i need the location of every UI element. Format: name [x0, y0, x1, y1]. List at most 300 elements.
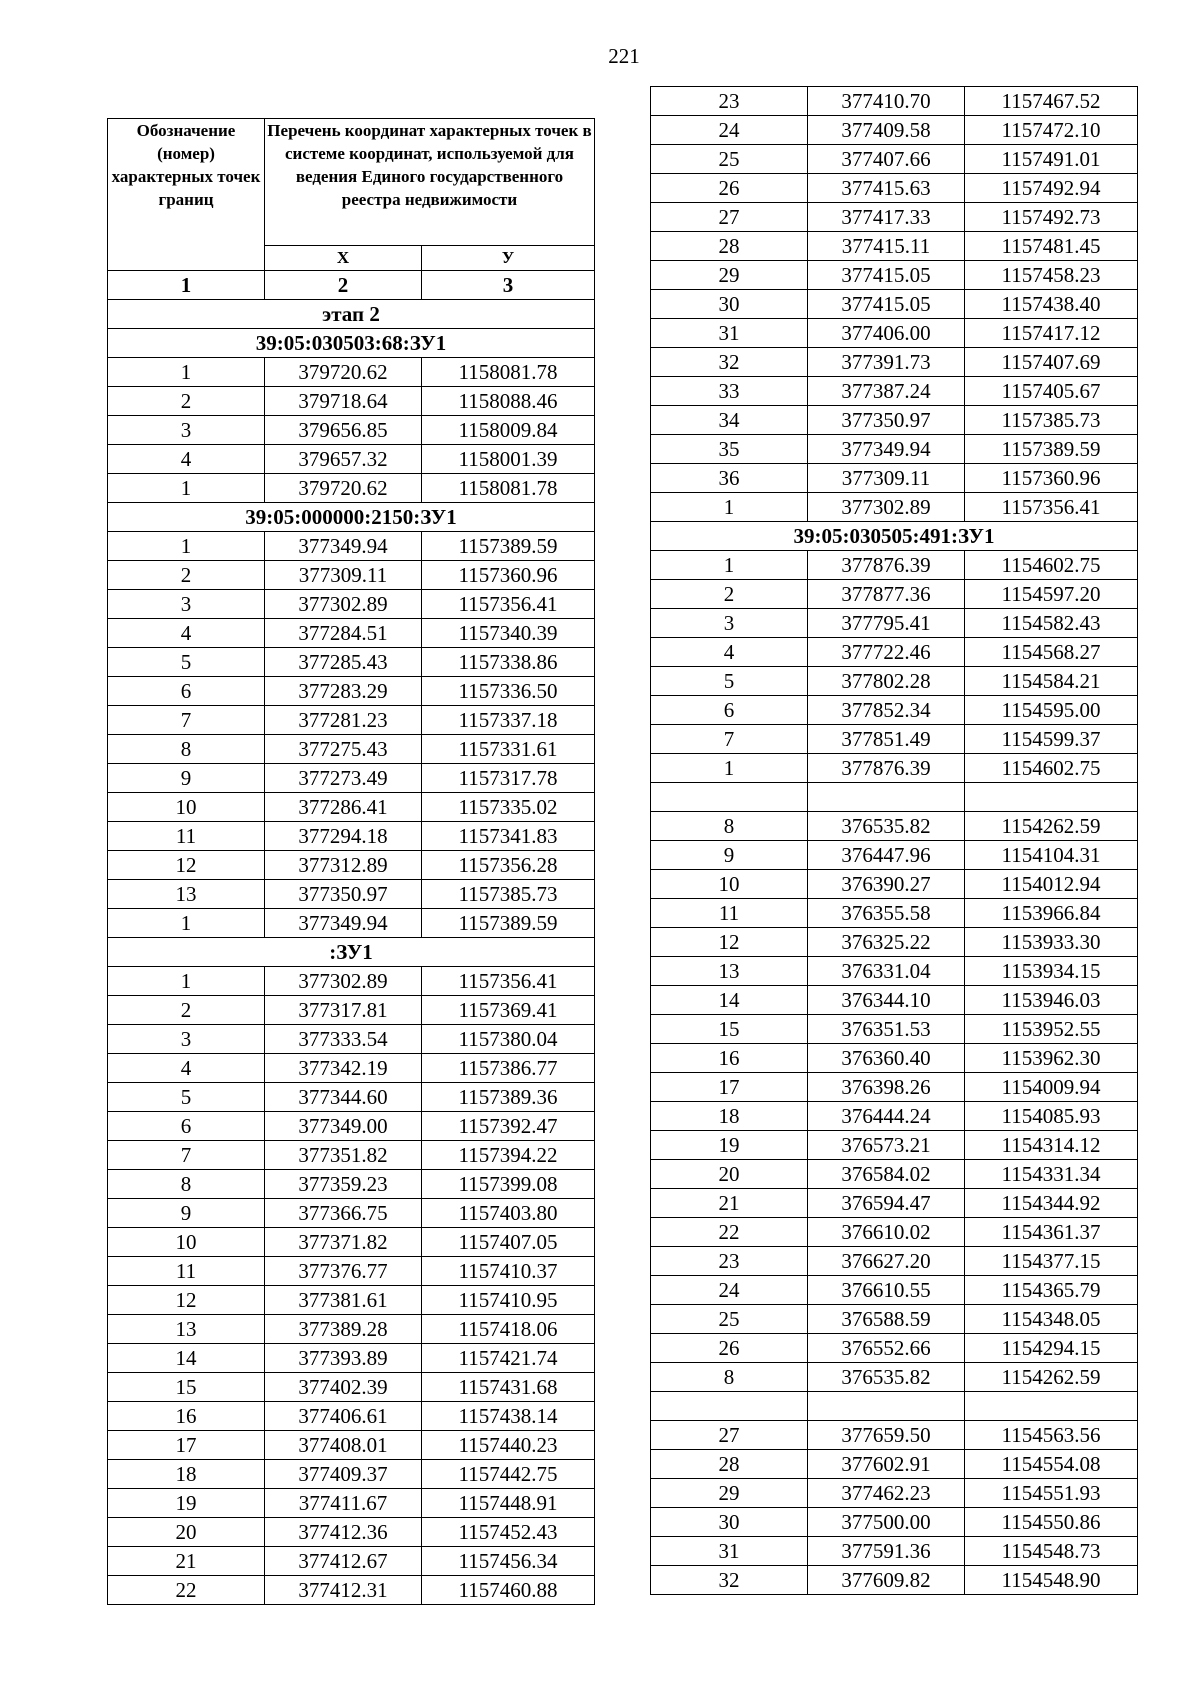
- table-row: [651, 1247, 1138, 1276]
- table-row: [651, 1131, 1138, 1160]
- table-row: [108, 967, 595, 996]
- y-coordinate-cell: 1157440.23: [422, 1431, 595, 1460]
- point-number-cell: 28: [651, 232, 808, 261]
- y-coordinate-cell: 1157458.23: [965, 261, 1138, 290]
- table-row: [108, 532, 595, 561]
- table-row: [651, 1479, 1138, 1508]
- table-row: [651, 667, 1138, 696]
- x-coordinate-cell: 377381.61: [265, 1286, 422, 1315]
- point-number-cell: 16: [108, 1402, 265, 1431]
- point-number-cell: 17: [108, 1431, 265, 1460]
- point-number-cell: 21: [651, 1189, 808, 1218]
- x-coordinate-cell: 377302.89: [265, 967, 422, 996]
- y-coordinate-cell: 1157392.47: [422, 1112, 595, 1141]
- y-coordinate-cell: 1157421.74: [422, 1344, 595, 1373]
- x-coordinate-cell: 377349.00: [265, 1112, 422, 1141]
- table-row: [651, 754, 1138, 783]
- point-number-cell: 13: [108, 880, 265, 909]
- point-number-cell: 1: [108, 909, 265, 938]
- table-row: [651, 435, 1138, 464]
- table-row: [108, 764, 595, 793]
- x-coordinate-cell: 377294.18: [265, 822, 422, 851]
- header-row: [108, 119, 595, 246]
- table-row: [108, 474, 595, 503]
- table-row: [651, 406, 1138, 435]
- table-row: [651, 870, 1138, 899]
- table-row: [108, 880, 595, 909]
- y-coordinate-cell: 1157337.18: [422, 706, 595, 735]
- x-coordinate-cell: 377302.89: [265, 590, 422, 619]
- table-row: [651, 638, 1138, 667]
- x-coordinate-cell: 377309.11: [265, 561, 422, 590]
- y-coordinate-cell: 1157481.45: [965, 232, 1138, 261]
- point-number-cell: 10: [651, 870, 808, 899]
- y-coordinate-cell: 1153933.30: [965, 928, 1138, 957]
- coordinates-table-right: [650, 86, 1138, 1595]
- y-coordinate-cell: 1157331.61: [422, 735, 595, 764]
- x-coordinate-cell: 376331.04: [808, 957, 965, 986]
- table-row: [651, 232, 1138, 261]
- y-coordinate-cell: 1154012.94: [965, 870, 1138, 899]
- point-number-cell: 11: [108, 1257, 265, 1286]
- point-number-cell: 1: [108, 532, 265, 561]
- point-number-cell: 2: [108, 996, 265, 1025]
- point-number-cell: 5: [108, 1083, 265, 1112]
- y-coordinate-cell: 1157407.05: [422, 1228, 595, 1257]
- table-row: [108, 561, 595, 590]
- x-coordinate-cell: 377402.39: [265, 1373, 422, 1402]
- table-row: [651, 1537, 1138, 1566]
- x-coordinate-cell: 377351.82: [265, 1141, 422, 1170]
- x-coordinate-cell: 379657.32: [265, 445, 422, 474]
- y-coordinate-cell: 1154550.86: [965, 1508, 1138, 1537]
- x-coordinate-cell: 379718.64: [265, 387, 422, 416]
- point-number-cell: 1: [651, 493, 808, 522]
- x-coordinate-cell: 377659.50: [808, 1421, 965, 1450]
- y-coordinate-cell: 1157405.67: [965, 377, 1138, 406]
- table-row: [651, 87, 1138, 116]
- y-coordinate-cell: 1157431.68: [422, 1373, 595, 1402]
- y-coordinate-cell: 1154085.93: [965, 1102, 1138, 1131]
- table-row: [108, 1257, 595, 1286]
- point-number-cell: 4: [108, 445, 265, 474]
- table-row: [108, 1199, 595, 1228]
- x-coordinate-cell: 377609.82: [808, 1566, 965, 1595]
- x-axis-header: Х: [265, 246, 422, 271]
- y-coordinate-cell: 1153952.55: [965, 1015, 1138, 1044]
- x-coordinate-cell: 377412.36: [265, 1518, 422, 1547]
- y-coordinate-cell: 1154262.59: [965, 812, 1138, 841]
- point-number-cell: 22: [108, 1576, 265, 1605]
- y-coordinate-cell: 1157356.41: [965, 493, 1138, 522]
- y-coordinate-cell: 1157403.80: [422, 1199, 595, 1228]
- section-label: 39:05:030503:68:ЗУ1: [108, 329, 595, 358]
- y-coordinate-cell: 1157356.41: [422, 590, 595, 619]
- point-number-cell: 8: [108, 1170, 265, 1199]
- table-row: [651, 551, 1138, 580]
- y-coordinate-cell: 1154009.94: [965, 1073, 1138, 1102]
- table-row: [651, 812, 1138, 841]
- x-coordinate-cell: 376390.27: [808, 870, 965, 899]
- table-row: [108, 1373, 595, 1402]
- x-coordinate-cell: 377415.05: [808, 290, 965, 319]
- point-number-cell: 5: [651, 667, 808, 696]
- y-coordinate-cell: 1157438.14: [422, 1402, 595, 1431]
- table-row: [108, 1460, 595, 1489]
- point-number-cell: 33: [651, 377, 808, 406]
- point-number-cell: 6: [108, 677, 265, 706]
- x-coordinate-cell: 379720.62: [265, 474, 422, 503]
- y-coordinate-cell: 1154314.12: [965, 1131, 1138, 1160]
- point-number-cell: 4: [651, 638, 808, 667]
- table-row: [108, 358, 595, 387]
- y-coordinate-cell: 1157356.28: [422, 851, 595, 880]
- y-coordinate-cell: 1154599.37: [965, 725, 1138, 754]
- x-coordinate-cell: 377349.94: [265, 909, 422, 938]
- y-coordinate-cell: 1157389.59: [422, 909, 595, 938]
- x-coordinate-cell: 377851.49: [808, 725, 965, 754]
- x-coordinate-cell: 377387.24: [808, 377, 965, 406]
- x-coordinate-cell: 376573.21: [808, 1131, 965, 1160]
- table-row: [651, 1566, 1138, 1595]
- point-number-cell: 11: [651, 899, 808, 928]
- x-coordinate-cell: 377795.41: [808, 609, 965, 638]
- table-row: [108, 445, 595, 474]
- y-coordinate-cell: 1154548.73: [965, 1537, 1138, 1566]
- table-row: [108, 1576, 595, 1605]
- point-number-cell: 4: [108, 1054, 265, 1083]
- y-coordinate-cell: 1157386.77: [422, 1054, 595, 1083]
- y-coordinate-cell: 1153946.03: [965, 986, 1138, 1015]
- section-label: :ЗУ1: [108, 938, 595, 967]
- table-row: [651, 899, 1138, 928]
- point-number-cell: 13: [651, 957, 808, 986]
- point-number-cell: 3: [651, 609, 808, 638]
- point-number-cell: 2: [108, 561, 265, 590]
- x-coordinate-cell: 377333.54: [265, 1025, 422, 1054]
- point-number-cell: 2: [651, 580, 808, 609]
- x-coordinate-cell: 377406.61: [265, 1402, 422, 1431]
- point-number-cell: 14: [108, 1344, 265, 1373]
- empty-cell: [965, 783, 1138, 812]
- y-coordinate-cell: 1157472.10: [965, 116, 1138, 145]
- y-coordinate-cell: 1157380.04: [422, 1025, 595, 1054]
- table-row: [651, 1073, 1138, 1102]
- point-number-cell: 26: [651, 1334, 808, 1363]
- y-coordinate-cell: 1157407.69: [965, 348, 1138, 377]
- x-coordinate-cell: 377284.51: [265, 619, 422, 648]
- y-coordinate-cell: 1154548.90: [965, 1566, 1138, 1595]
- y-coordinate-cell: 1158088.46: [422, 387, 595, 416]
- point-number-cell: 23: [651, 1247, 808, 1276]
- y-coordinate-cell: 1157360.96: [422, 561, 595, 590]
- table-row: [108, 619, 595, 648]
- empty-cell: [808, 1392, 965, 1421]
- point-number-cell: 7: [108, 1141, 265, 1170]
- table-row: [108, 1344, 595, 1373]
- point-number-cell: 29: [651, 1479, 808, 1508]
- point-number-cell: 8: [108, 735, 265, 764]
- x-coordinate-cell: 377371.82: [265, 1228, 422, 1257]
- table-row: [651, 319, 1138, 348]
- table-row: [651, 116, 1138, 145]
- table-row: [108, 1315, 595, 1344]
- table-row: [651, 1334, 1138, 1363]
- table-row: [651, 725, 1138, 754]
- table-row: [651, 1421, 1138, 1450]
- y-coordinate-cell: 1157317.78: [422, 764, 595, 793]
- x-coordinate-cell: 377342.19: [265, 1054, 422, 1083]
- section-label: 39:05:030505:491:ЗУ1: [651, 522, 1138, 551]
- point-number-cell: 26: [651, 174, 808, 203]
- y-coordinate-cell: 1157442.75: [422, 1460, 595, 1489]
- x-coordinate-cell: 377376.77: [265, 1257, 422, 1286]
- table-row: [651, 1450, 1138, 1479]
- x-coordinate-cell: 377393.89: [265, 1344, 422, 1373]
- table-row: [651, 145, 1138, 174]
- point-number-cell: 20: [651, 1160, 808, 1189]
- y-coordinate-cell: 1157356.41: [422, 967, 595, 996]
- x-coordinate-cell: 377407.66: [808, 145, 965, 174]
- y-coordinate-cell: 1154602.75: [965, 551, 1138, 580]
- table-row: [108, 1025, 595, 1054]
- point-number-cell: 1: [108, 358, 265, 387]
- table-row: [108, 1547, 595, 1576]
- x-coordinate-cell: 376535.82: [808, 1363, 965, 1392]
- x-coordinate-cell: 377391.73: [808, 348, 965, 377]
- table-row: [651, 841, 1138, 870]
- x-coordinate-cell: 376552.66: [808, 1334, 965, 1363]
- y-coordinate-cell: 1157448.91: [422, 1489, 595, 1518]
- x-coordinate-cell: 377591.36: [808, 1537, 965, 1566]
- table-row: [108, 677, 595, 706]
- table-row: [651, 957, 1138, 986]
- x-coordinate-cell: 376344.10: [808, 986, 965, 1015]
- table-row: [651, 1508, 1138, 1537]
- x-coordinate-cell: 377317.81: [265, 996, 422, 1025]
- y-coordinate-cell: 1154365.79: [965, 1276, 1138, 1305]
- x-coordinate-cell: 377409.58: [808, 116, 965, 145]
- table-row: [651, 290, 1138, 319]
- y-coordinate-cell: 1154597.20: [965, 580, 1138, 609]
- x-coordinate-cell: 377409.37: [265, 1460, 422, 1489]
- table-row: [651, 464, 1138, 493]
- x-coordinate-cell: 377722.46: [808, 638, 965, 667]
- y-coordinate-cell: 1158009.84: [422, 416, 595, 445]
- y-coordinate-cell: 1157410.95: [422, 1286, 595, 1315]
- x-coordinate-cell: 377359.23: [265, 1170, 422, 1199]
- section-row: [108, 329, 595, 358]
- x-coordinate-cell: 376325.22: [808, 928, 965, 957]
- y-coordinate-cell: 1157456.34: [422, 1547, 595, 1576]
- y-coordinate-cell: 1154294.15: [965, 1334, 1138, 1363]
- x-coordinate-cell: 377410.70: [808, 87, 965, 116]
- x-coordinate-cell: 377406.00: [808, 319, 965, 348]
- x-coordinate-cell: 377350.97: [265, 880, 422, 909]
- section-row: [108, 300, 595, 329]
- y-coordinate-cell: 1157452.43: [422, 1518, 595, 1547]
- table-row: [108, 648, 595, 677]
- y-coordinate-cell: 1157336.50: [422, 677, 595, 706]
- y-coordinate-cell: 1153934.15: [965, 957, 1138, 986]
- x-coordinate-cell: 376627.20: [808, 1247, 965, 1276]
- column-number-row: [108, 271, 595, 300]
- point-number-cell: 19: [651, 1131, 808, 1160]
- y-coordinate-cell: 1154331.34: [965, 1160, 1138, 1189]
- point-number-cell: 7: [108, 706, 265, 735]
- x-coordinate-cell: 379656.85: [265, 416, 422, 445]
- x-coordinate-cell: 377602.91: [808, 1450, 965, 1479]
- y-coordinate-cell: 1157340.39: [422, 619, 595, 648]
- point-number-cell: 17: [651, 1073, 808, 1102]
- x-coordinate-cell: 377500.00: [808, 1508, 965, 1537]
- point-number-cell: 9: [108, 1199, 265, 1228]
- empty-row: [651, 783, 1138, 812]
- x-coordinate-cell: 377852.34: [808, 696, 965, 725]
- point-number-cell: 23: [651, 87, 808, 116]
- point-number-cell: 7: [651, 725, 808, 754]
- table-row: [651, 1189, 1138, 1218]
- table-row: [108, 1112, 595, 1141]
- empty-cell: [965, 1392, 1138, 1421]
- y-coordinate-cell: 1157389.36: [422, 1083, 595, 1112]
- point-number-cell: 22: [651, 1218, 808, 1247]
- table-row: [108, 590, 595, 619]
- point-number-cell: 5: [108, 648, 265, 677]
- point-number-cell: 10: [108, 793, 265, 822]
- x-coordinate-cell: 377312.89: [265, 851, 422, 880]
- x-coordinate-cell: 376535.82: [808, 812, 965, 841]
- point-number-cell: 4: [108, 619, 265, 648]
- table-row: [108, 1286, 595, 1315]
- x-coordinate-cell: 376398.26: [808, 1073, 965, 1102]
- point-number-cell: 25: [651, 145, 808, 174]
- point-number-cell: 21: [108, 1547, 265, 1576]
- y-coordinate-cell: 1157394.22: [422, 1141, 595, 1170]
- point-number-cell: 1: [108, 474, 265, 503]
- x-coordinate-cell: 377415.11: [808, 232, 965, 261]
- y-coordinate-cell: 1157389.59: [965, 435, 1138, 464]
- table-row: [108, 1083, 595, 1112]
- x-coordinate-cell: 376360.40: [808, 1044, 965, 1073]
- y-coordinate-cell: 1157360.96: [965, 464, 1138, 493]
- x-coordinate-cell: 377281.23: [265, 706, 422, 735]
- point-number-cell: 6: [108, 1112, 265, 1141]
- coordinates-list-header: Перечень координат характерных точек в системе координат, используемой для ведения Единого государственного реестра недвижимости: [265, 119, 595, 246]
- point-number-cell: 27: [651, 203, 808, 232]
- x-coordinate-cell: 377285.43: [265, 648, 422, 677]
- point-designation-header: Обозначение (номер) характерных точек границ: [108, 119, 265, 271]
- y-coordinate-cell: 1158081.78: [422, 358, 595, 387]
- point-number-cell: 18: [108, 1460, 265, 1489]
- x-coordinate-cell: 376447.96: [808, 841, 965, 870]
- y-coordinate-cell: 1158001.39: [422, 445, 595, 474]
- y-coordinate-cell: 1157460.88: [422, 1576, 595, 1605]
- table-row: [108, 416, 595, 445]
- point-number-cell: 24: [651, 1276, 808, 1305]
- y-coordinate-cell: 1157369.41: [422, 996, 595, 1025]
- table-row: [108, 822, 595, 851]
- empty-cell: [651, 783, 808, 812]
- table-row: [108, 706, 595, 735]
- point-number-cell: 20: [108, 1518, 265, 1547]
- x-coordinate-cell: 377309.11: [808, 464, 965, 493]
- point-number-cell: 12: [108, 1286, 265, 1315]
- table-row: [651, 1363, 1138, 1392]
- table-row: [651, 203, 1138, 232]
- empty-cell: [651, 1392, 808, 1421]
- table-row: [651, 609, 1138, 638]
- table-row: [108, 851, 595, 880]
- point-number-cell: 11: [108, 822, 265, 851]
- point-number-cell: 30: [651, 1508, 808, 1537]
- y-coordinate-cell: 1154563.56: [965, 1421, 1138, 1450]
- section-row: [651, 522, 1138, 551]
- x-coordinate-cell: 376588.59: [808, 1305, 965, 1334]
- x-coordinate-cell: 377408.01: [265, 1431, 422, 1460]
- section-label: 39:05:000000:2150:ЗУ1: [108, 503, 595, 532]
- x-coordinate-cell: 377366.75: [265, 1199, 422, 1228]
- table-row: [108, 996, 595, 1025]
- coordinates-table-left: [107, 118, 595, 1605]
- table-row: [108, 909, 595, 938]
- y-coordinate-cell: 1154348.05: [965, 1305, 1138, 1334]
- point-number-cell: 31: [651, 1537, 808, 1566]
- x-coordinate-cell: 376594.47: [808, 1189, 965, 1218]
- point-number-cell: 25: [651, 1305, 808, 1334]
- x-coordinate-cell: 377275.43: [265, 735, 422, 764]
- y-coordinate-cell: 1158081.78: [422, 474, 595, 503]
- x-coordinate-cell: 377350.97: [808, 406, 965, 435]
- point-number-cell: 24: [651, 116, 808, 145]
- x-coordinate-cell: 377349.94: [265, 532, 422, 561]
- x-coordinate-cell: 377273.49: [265, 764, 422, 793]
- x-coordinate-cell: 376584.02: [808, 1160, 965, 1189]
- y-coordinate-cell: 1153966.84: [965, 899, 1138, 928]
- point-number-cell: 32: [651, 348, 808, 377]
- y-coordinate-cell: 1154568.27: [965, 638, 1138, 667]
- y-coordinate-cell: 1154554.08: [965, 1450, 1138, 1479]
- x-coordinate-cell: 377349.94: [808, 435, 965, 464]
- point-number-cell: 13: [108, 1315, 265, 1344]
- y-coordinate-cell: 1154361.37: [965, 1218, 1138, 1247]
- x-coordinate-cell: 377344.60: [265, 1083, 422, 1112]
- x-coordinate-cell: 377412.31: [265, 1576, 422, 1605]
- x-coordinate-cell: 377802.28: [808, 667, 965, 696]
- table-row: [108, 1489, 595, 1518]
- table-row: [651, 1044, 1138, 1073]
- point-number-cell: 9: [651, 841, 808, 870]
- y-coordinate-cell: 1157418.06: [422, 1315, 595, 1344]
- x-coordinate-cell: 376610.02: [808, 1218, 965, 1247]
- point-number-cell: 29: [651, 261, 808, 290]
- x-coordinate-cell: 377415.05: [808, 261, 965, 290]
- x-coordinate-cell: 377389.28: [265, 1315, 422, 1344]
- x-coordinate-cell: 377462.23: [808, 1479, 965, 1508]
- x-coordinate-cell: 377877.36: [808, 580, 965, 609]
- point-number-cell: 3: [108, 1025, 265, 1054]
- y-coordinate-cell: 1154595.00: [965, 696, 1138, 725]
- point-number-cell: 2: [108, 387, 265, 416]
- y-coordinate-cell: 1157338.86: [422, 648, 595, 677]
- x-coordinate-cell: 377283.29: [265, 677, 422, 706]
- point-number-cell: 1: [651, 754, 808, 783]
- x-coordinate-cell: 377876.39: [808, 754, 965, 783]
- table-row: [108, 1054, 595, 1083]
- y-coordinate-cell: 1157335.02: [422, 793, 595, 822]
- table-row: [651, 261, 1138, 290]
- x-coordinate-cell: 377412.67: [265, 1547, 422, 1576]
